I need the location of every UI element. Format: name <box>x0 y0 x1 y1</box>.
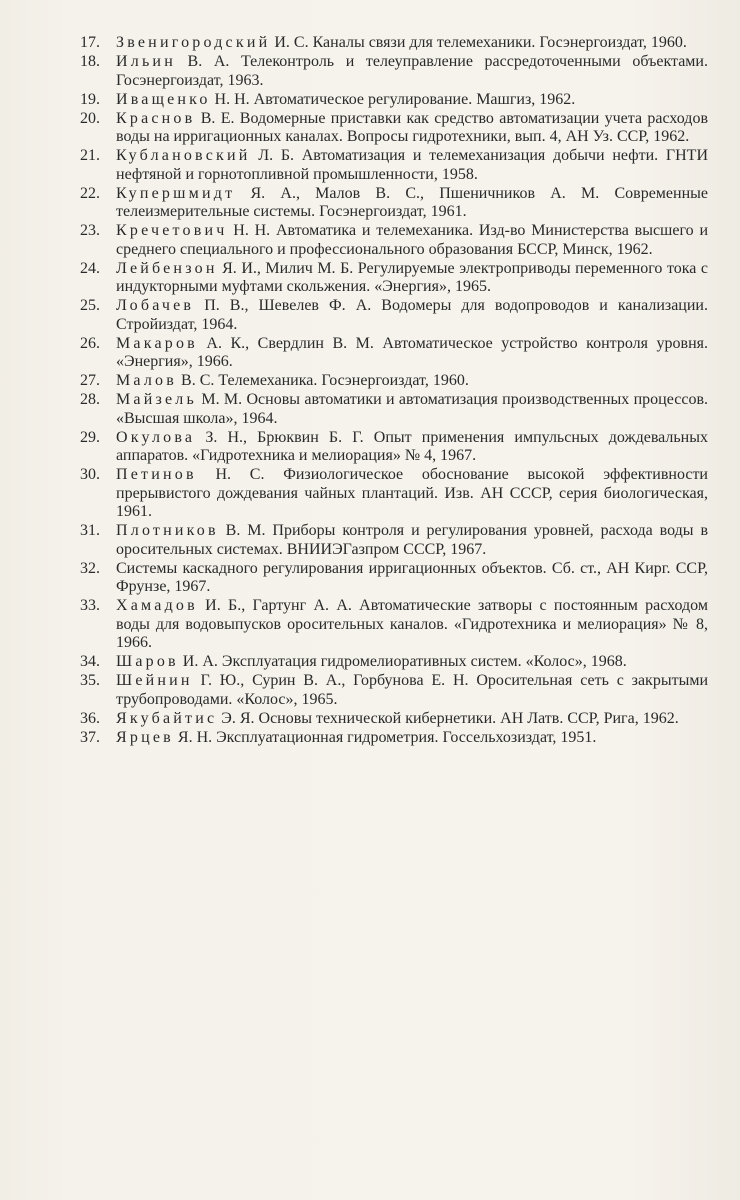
reference-author: Майзель <box>116 391 197 408</box>
reference-text <box>116 710 679 727</box>
reference-number: 26. <box>80 334 100 352</box>
reference-text <box>116 91 575 108</box>
reference-text <box>116 34 687 51</box>
reference-author: Кречетович <box>116 222 228 239</box>
reference-author: Ильин <box>116 53 176 70</box>
reference-item <box>80 429 708 466</box>
reference-details: В. М. Приборы контроля и регулирования уровней, расхода воды в оросительных системах. ВНИИЭГазпром СССР, 1967. <box>116 522 708 558</box>
reference-number: 23. <box>80 222 100 239</box>
reference-item <box>80 91 708 110</box>
reference-item <box>80 34 708 53</box>
reference-number: 30. <box>80 466 100 483</box>
reference-author: Якубайтис <box>116 709 218 727</box>
reference-details: П. В., Шевелев Ф. А. Водомеры для водопроводов и канализации. Стройиздат, 1964. <box>116 297 708 333</box>
reference-number: 25. <box>80 297 100 314</box>
reference-text <box>116 672 708 708</box>
reference-number: 27. <box>80 372 100 389</box>
reference-text <box>116 429 708 465</box>
reference-details: Н. С. Физиологическое обоснование высокой эффективности прерывистого дождевания чайных плантаций. Изв. АН СССР, серия биологическая, 1961. <box>116 466 708 520</box>
reference-details: Н. Н. Автоматика и телемеханика. Изд-во Министерства высшего и среднего специального и профессионального образования БССР, Минск, 1962. <box>116 222 708 258</box>
reference-details: В. А. Телеконтроль и телеуправление рассредоточенными объектами. Госэнергоиздат, 1963. <box>116 53 708 89</box>
reference-author: Ярцев <box>116 728 174 746</box>
reference-author: Лейбензон <box>116 259 218 277</box>
reference-number: 34. <box>80 653 100 670</box>
reference-details: В. Е. Водомерные приставки как средство автоматизации учета расходов воды на ирригационных каналах. Вопросы гидротехники, вып. 4, АН Уз. ССР, 1962. <box>116 109 708 145</box>
reference-details: И. Б., Гартунг А. А. Автоматические затворы с постоянным расходом воды для водовыпусков оросительных каналов. «Гидротехника и мелиорация» № 8, 1966. <box>116 597 708 651</box>
reference-author: Петинов <box>116 466 197 483</box>
reference-item <box>80 260 708 297</box>
reference-details: Э. Я. Основы технической кибернетики. АН Латв. ССР, Рига, 1962. <box>217 709 679 727</box>
reference-author: Краснов <box>116 109 196 127</box>
reference-item <box>80 372 708 391</box>
reference-details: М. М. Основы автоматики и автоматизация производственных процессов. «Высшая школа», 1964. <box>116 391 708 427</box>
reference-text <box>116 466 708 520</box>
reference-author: Шейнин <box>116 672 193 689</box>
reference-text <box>116 372 469 389</box>
reference-text <box>116 391 708 427</box>
reference-details: И. С. Каналы связи для телемеханики. Госэнергоиздат, 1960. <box>270 34 687 51</box>
reference-item <box>80 147 708 184</box>
reference-text <box>116 729 596 746</box>
reference-author: Кублановский <box>116 147 251 164</box>
reference-item <box>80 729 708 748</box>
reference-author: Окулова <box>116 428 196 446</box>
reference-text <box>116 222 708 258</box>
reference-details: Я. И., Милич М. Б. Регулируемые электроприводы переменного тока с индукторными муфтами скольжения. «Энергия», 1965. <box>116 259 708 295</box>
reference-number: 24. <box>80 259 100 277</box>
reference-text <box>116 653 627 670</box>
reference-text <box>116 110 708 146</box>
reference-number: 35. <box>80 672 100 689</box>
reference-details: Л. Б. Автоматизация и телемеханизация добычи нефти. ГНТИ нефтяной и горнотопливной промышленности, 1958. <box>116 147 708 183</box>
reference-number: 32. <box>80 559 100 577</box>
reference-item <box>80 653 708 672</box>
reference-number: 20. <box>80 109 100 127</box>
reference-item <box>80 53 708 90</box>
reference-item <box>80 391 708 428</box>
reference-item <box>80 222 708 259</box>
reference-item <box>80 466 708 522</box>
reference-item <box>80 560 708 597</box>
reference-item <box>80 110 708 147</box>
reference-author: Купершмидт <box>116 184 236 202</box>
reference-details: Н. Н. Автоматическое регулирование. Машгиз, 1962. <box>210 90 576 108</box>
reference-number: 17. <box>80 34 100 51</box>
reference-details: Г. Ю., Сурин В. А., Горбунова Е. Н. Оросительная сеть с закрытыми трубопроводами. «Колос», 1965. <box>116 672 708 708</box>
reference-text <box>116 147 708 183</box>
reference-author: Малов <box>116 372 178 389</box>
reference-author: Иващенко <box>116 90 211 108</box>
reference-text <box>116 560 708 596</box>
reference-item <box>80 597 708 653</box>
reference-details: А. К., Свердлин В. М. Автоматическое устройство контроля уровня. «Энергия», 1966. <box>116 334 708 370</box>
reference-item <box>80 335 708 372</box>
reference-number: 31. <box>80 522 100 539</box>
reference-author: Плотников <box>116 522 219 539</box>
reference-number: 37. <box>80 728 100 746</box>
reference-text <box>116 335 708 371</box>
reference-details: И. А. Эксплуатация гидромелиоративных систем. «Колос», 1968. <box>178 653 627 670</box>
reference-number: 36. <box>80 709 100 727</box>
reference-author: Лобачев <box>116 297 195 314</box>
reference-text <box>116 185 708 221</box>
reference-text <box>116 297 708 333</box>
reference-text <box>116 53 708 89</box>
reference-details: Я. Н. Эксплуатационная гидрометрия. Госсельхозиздат, 1951. <box>173 728 597 746</box>
reference-number: 18. <box>80 53 100 70</box>
reference-details: Системы каскадного регулирования ирригационных объектов. Сб. ст., АН Кирг. ССР, Фрунзе, 1967. <box>116 559 708 595</box>
reference-item <box>80 185 708 222</box>
reference-author: Хамадов <box>116 597 198 614</box>
reference-number: 29. <box>80 428 100 446</box>
reference-text <box>116 260 708 296</box>
reference-author: Шаров <box>116 653 179 670</box>
reference-item <box>80 710 708 729</box>
reference-number: 19. <box>80 90 100 108</box>
reference-item <box>80 522 708 559</box>
reference-number: 22. <box>80 184 100 202</box>
reference-number: 28. <box>80 391 100 408</box>
reference-number: 33. <box>80 597 100 614</box>
reference-details: Я. А., Малов В. С., Пшеничников А. М. Современные телеизмерительные системы. Госэнергоиздат, 1961. <box>116 184 708 220</box>
reference-text <box>116 597 708 651</box>
reference-details: В. С. Телемеханика. Госэнергоиздат, 1960. <box>177 372 469 389</box>
reference-text <box>116 522 708 558</box>
reference-author: Макаров <box>116 334 198 352</box>
reference-item <box>80 672 708 709</box>
reference-number: 21. <box>80 147 100 164</box>
reference-author: Звенигородский <box>116 34 271 51</box>
reference-item <box>80 297 708 334</box>
bibliography-list <box>80 34 708 748</box>
reference-details: З. Н., Брюквин Б. Г. Опыт применения импульсных дождевальных аппаратов. «Гидротехника и мелиорация» № 4, 1967. <box>116 428 708 464</box>
